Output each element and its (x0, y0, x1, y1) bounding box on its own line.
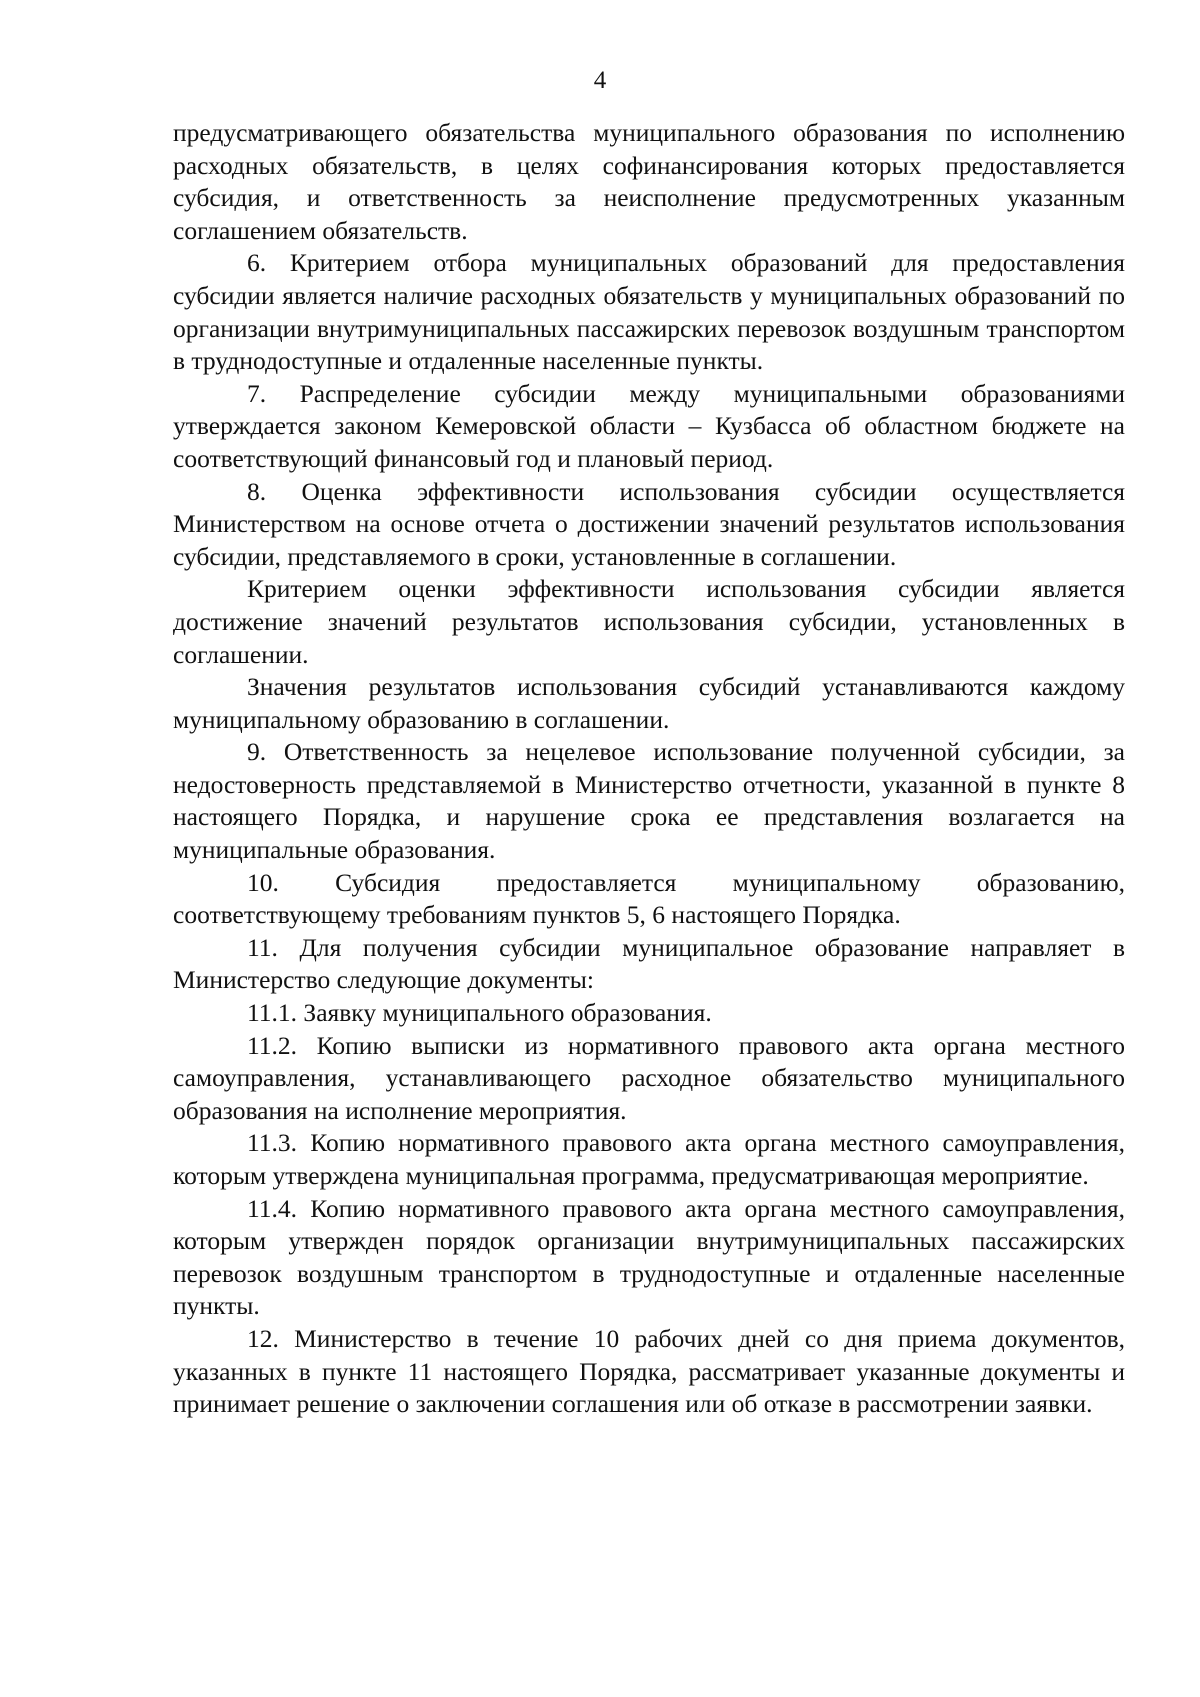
document-body (173, 117, 1125, 1421)
paragraph-8: 8. Оценка эффективности использования субсидии осуществляется Министерством на основе отчета о достижении значений результатов использования субсидии, представляемого в сроки, установленные в соглашении. (173, 476, 1125, 571)
paragraph-11-2: 11.2. Копию выписки из нормативного правового акта органа местного самоуправления, устанавливающего расходное обязательство муниципального образования на исполнение мероприятия. (173, 1030, 1125, 1125)
paragraph-6: 6. Критерием отбора муниципальных образований для предоставления субсидии является наличие расходных обязательств у муниципальных образований по организации внутримуниципальных пассажирских перевозок воздушным транспортом в труднодоступные и отдаленные населенные пункты. (173, 248, 1125, 376)
paragraph-8-values: Значения результатов использования субсидий устанавливаются каждому муниципальному образованию в соглашении. (173, 672, 1125, 734)
paragraph-7: 7. Распределение субсидии между муниципальными образованиями утверждается законом Кемеровской области – Кузбасса об областном бюджете на соответствующий финансовый год и плановый период. (173, 378, 1125, 473)
paragraph-11-3: 11.3. Копию нормативного правового акта органа местного самоуправления, которым утверждена муниципальная программа, предусматривающая мероприятие. (173, 1128, 1125, 1190)
paragraph-11-4: 11.4. Копию нормативного правового акта органа местного самоуправления, которым утвержден порядок организации внутримуниципальных пассажирских перевозок воздушным транспортом в труднодоступные и отдаленные населенные пункты. (173, 1193, 1125, 1321)
paragraph-9: 9. Ответственность за нецелевое использование полученной субсидии, за недостоверность представляемой в Министерство отчетности, указанной в пункте 8 настоящего Порядка, и нарушение срока ее представления возлагается на муниципальные образования. (173, 737, 1125, 865)
paragraph-11: 11. Для получения субсидии муниципальное образование направляет в Министерство следующие документы: (173, 932, 1125, 995)
paragraph-8-criterion: Критерием оценки эффективности использования субсидии является достижение значений результатов использования субсидии, установленных в соглашении. (173, 574, 1125, 669)
paragraph-continuation: предусматривающего обязательства муниципального образования по исполнению расходных обязательств, в целях софинансирования которых предоставляется субсидия, и ответственность за неисполнение предусмотренных указанным соглашением обязательств. (173, 118, 1125, 245)
paragraph-10: 10. Субсидия предоставляется муниципальному образованию, соответствующему требованиям пунктов 5, 6 настоящего Порядка. (173, 867, 1125, 930)
page-number: 4 (593, 67, 607, 94)
paragraph-11-1: 11.1. Заявку муниципального образования. (247, 998, 712, 1028)
paragraph-12: 12. Министерство в течение 10 рабочих дней со дня приема документов, указанных в пункте 11 настоящего Порядка, рассматривает указанные документы и принимает решение о заключении соглашения или об отказе в рассмотрении заявки. (173, 1323, 1125, 1419)
